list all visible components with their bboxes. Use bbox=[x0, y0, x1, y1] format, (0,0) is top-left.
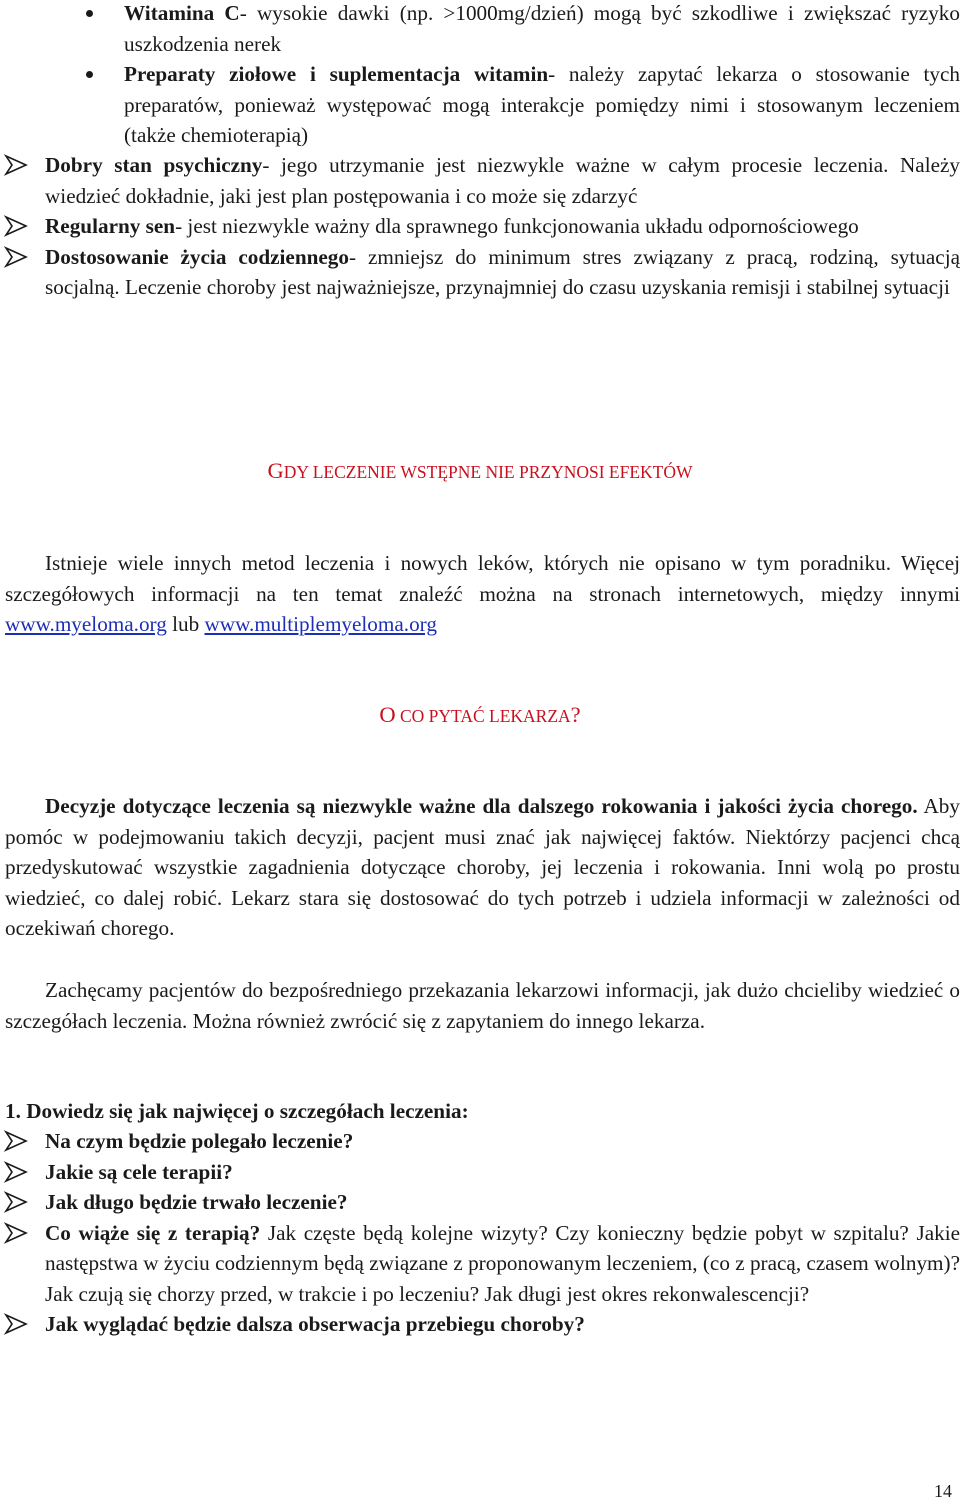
arrow-bullet-icon bbox=[2, 1157, 30, 1187]
bullet-icon bbox=[86, 71, 93, 78]
page-number: 14 bbox=[934, 1481, 952, 1501]
list-item bbox=[0, 211, 960, 242]
item-text: - jest niezwykle ważny dla sprawnego funkcjonowania układu odpornościowego bbox=[175, 214, 859, 238]
list-item: Jak wyglądać będzie dalsza obserwacja przebiegu choroby? bbox=[0, 1309, 960, 1340]
list-item: Jak długo będzie trwało leczenie? bbox=[0, 1187, 960, 1218]
list-item: Co wiąże się z terapią? Jak częste będą kolejne wizyty? Czy konieczny będzie pobyt w szpitalu? Jakie następstwa w życiu codziennym będą związane z proponowanym leczeniem, (co z pracą, czasem wolnym)? Jak czują się chorzy przed, w trakcie i po leczeniu? Jak długi jest okres rekonwalescencji? bbox=[0, 1218, 960, 1310]
arrow-bullet-icon bbox=[2, 1309, 30, 1339]
list-item bbox=[0, 150, 960, 211]
item-term: Witamina C bbox=[124, 1, 240, 25]
bullet-list bbox=[86, 0, 960, 151]
arrow-bullet-icon bbox=[2, 211, 30, 241]
item-term: Dobry stan psychiczny bbox=[45, 153, 263, 177]
section-heading: GDY LECZENIE WSTĘPNE NIE PRZYNOSI EFEKTÓW bbox=[267, 458, 693, 483]
myeloma-link[interactable]: www.myeloma.org bbox=[5, 612, 167, 636]
item-text: - zmniejsz do minimum stres związany z pracą, rodziną, sytuacją socjalną. Leczenie choroby jest najważniejsze, przynajmniej do czasu uzyskania remisji i stabilnej sytuacji bbox=[45, 244, 960, 299]
list-item bbox=[86, 0, 960, 59]
list-item bbox=[0, 242, 960, 303]
paragraph: Zachęcamy pacjentów do bezpośredniego przekazania lekarzowi informacji, jak dużo chcieliby wiedzieć o szczegółach leczenia. Można również zwrócić się z zapytaniem do innego lekarza. bbox=[5, 978, 960, 1033]
arrow-bullet-icon bbox=[2, 1218, 30, 1248]
item-text: - należy zapytać lekarza o stosowanie tych preparatów, ponieważ występować mogą interakcje pomiędzy nimi i stosowanym leczeniem (także chemioterapią) bbox=[124, 62, 960, 147]
arrow-list-top bbox=[0, 150, 960, 303]
arrow-bullet-icon bbox=[2, 242, 30, 272]
emphasis-text: Decyzje dotyczące leczenia są niezwykle ważne dla dalszego rokowania i jakości życia chorego. bbox=[45, 794, 918, 818]
paragraph: Decyzje dotyczące leczenia są niezwykle ważne dla dalszego rokowania i jakości życia chorego. Aby pomóc w podejmowaniu takich decyzji, pacjent musi znać jak najwięcej faktów. Niektórzy pacjenci chcą przedyskutować wszystkie zagadnienia dotyczące choroby, jej leczenia i rokowania. Inni wolą po prostu wiedzieć, co dalej robić. Lekarz stara się dostosować do tych potrzeb i udziela informacji w zależności od oczekiwań chorego. bbox=[5, 794, 960, 940]
numbered-heading: 1. Dowiedz się jak najwięcej o szczegółach leczenia: bbox=[5, 1099, 469, 1123]
item-term: Dostosowanie życia codziennego bbox=[45, 244, 349, 269]
item-term: Preparaty ziołowe i suplementacja witamin bbox=[124, 62, 549, 86]
section-heading: O CO PYTAĆ LEKARZA? bbox=[379, 702, 581, 727]
multiplemyeloma-link[interactable]: www.multiplemyeloma.org bbox=[204, 612, 437, 636]
bullet-icon bbox=[86, 10, 93, 17]
question-list bbox=[0, 1126, 960, 1340]
arrow-bullet-icon bbox=[2, 1126, 30, 1156]
item-term: Regularny sen bbox=[45, 214, 176, 238]
item-text: - jego utrzymanie jest niezwykle ważne w całym procesie leczenia. Należy wiedzieć dokładnie, jaki jest plan postępowania i co może się zdarzyć bbox=[45, 153, 960, 208]
arrow-bullet-icon bbox=[2, 150, 30, 180]
list-item: Jakie są cele terapii? bbox=[0, 1157, 960, 1188]
list-item bbox=[86, 59, 960, 151]
arrow-bullet-icon bbox=[2, 1187, 30, 1217]
item-text: - wysokie dawki (np. >1000mg/dzień) mogą być szkodliwe i zwiększać ryzyko uszkodzenia nerek bbox=[124, 1, 960, 56]
list-item: Na czym będzie polegało leczenie? bbox=[0, 1126, 960, 1157]
paragraph: Istnieje wiele innych metod leczenia i nowych leków, których nie opisano w tym poradniku. Więcej szczegółowych informacji na ten temat znaleźć można na stronach internetowych, między innymi www.myeloma.org lub www.multiplemyeloma.org bbox=[5, 551, 960, 636]
